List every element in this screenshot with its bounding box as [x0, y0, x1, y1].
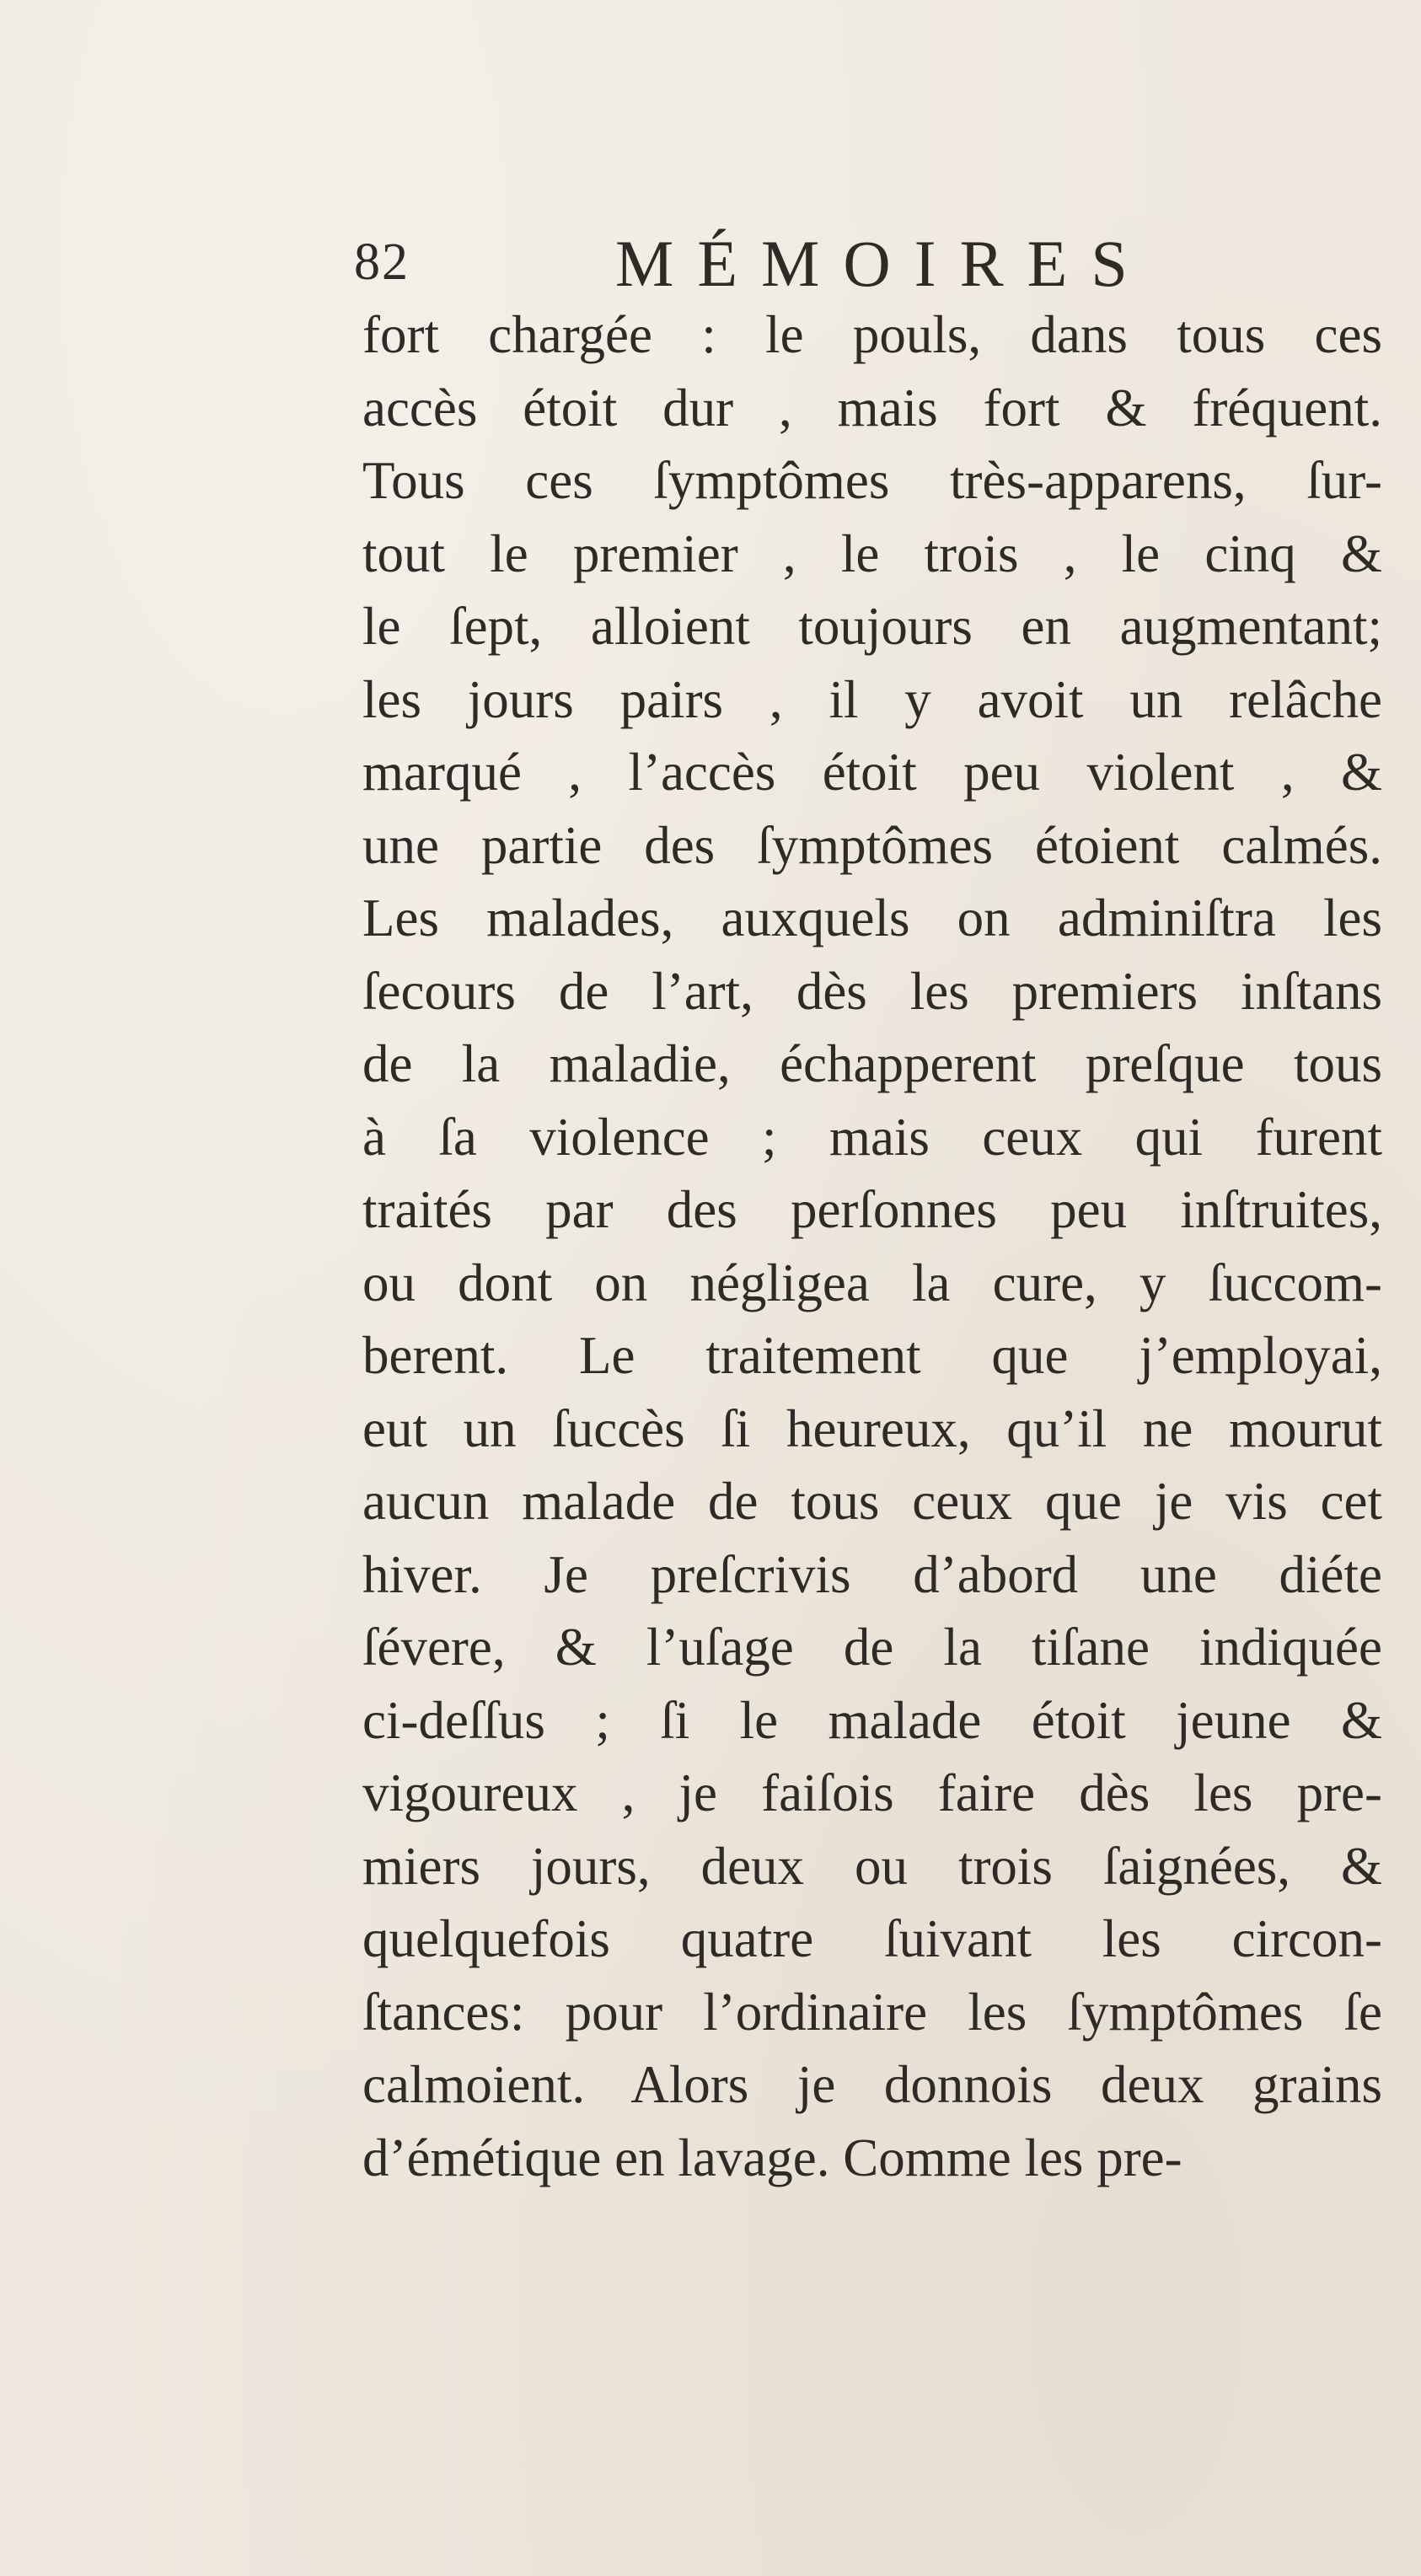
text-line-12: à ſa violence ; mais ceux qui furent [362, 1107, 1382, 1167]
text-line-7: marqué , l’accès étoit peu violent , & [362, 743, 1382, 802]
text-line-9: Les malades, auxquels on adminiſtra les [362, 888, 1382, 947]
text-line-6: les jours pairs , il y avoit un relâche [362, 669, 1382, 729]
text-line-22: miers jours, deux ou trois ſaignées, & [362, 1836, 1382, 1896]
text-line-1: fort chargée : le pouls, dans tous ces [362, 305, 1382, 364]
text-line-26: d’émétique en lavage. Comme les pre- [362, 2128, 1182, 2187]
text-line-17: aucun malade de tous ceux que je vis cet [362, 1472, 1382, 1531]
text-line-15: berent. Le traitement que j’employai, [362, 1326, 1382, 1385]
body-text [362, 298, 1382, 2194]
page-number: 82 [354, 233, 410, 291]
text-line-14: ou dont on négligea la cure, y ſuccom- [362, 1253, 1382, 1312]
text-line-5: le ſept, alloient toujours en augmentant; [362, 597, 1382, 656]
text-line-18: hiver. Je preſcrivis d’abord une diéte [362, 1544, 1382, 1604]
text-line-20: ci-deſſus ; ſi le malade étoit jeune & [362, 1690, 1382, 1750]
text-line-3: Tous ces ſymptômes très-apparens, ſur- [362, 451, 1382, 510]
running-title: MÉMOIRES [615, 227, 1151, 300]
text-line-16: eut un ſuccès ſi heureux, qu’il ne mourut [362, 1398, 1382, 1458]
text-line-2: accès étoit dur , mais fort & fréquent. [362, 378, 1382, 437]
text-line-23: quelquefois quatre ſuivant les circon- [362, 1909, 1382, 1968]
text-line-11: de la maladie, échapperent preſque tous [362, 1034, 1382, 1093]
text-line-4: tout le premier , le trois , le cinq & [362, 523, 1382, 583]
text-line-13: traités par des perſonnes peu inſtruites, [362, 1180, 1382, 1239]
text-line-19: ſévere, & l’uſage de la tiſane indiquée [362, 1618, 1382, 1677]
text-line-25: calmoient. Alors je donnois deux grains [362, 2055, 1382, 2114]
text-line-8: une partie des ſymptômes étoient calmés. [362, 815, 1382, 875]
text-line-21: vigoureux , je faiſois faire dès les pre- [362, 1763, 1382, 1822]
text-line-10: ſecours de l’art, dès les premiers inſtans [362, 961, 1382, 1021]
text-line-24: ſtances: pour l’ordinaire les ſymptômes ſe [362, 1982, 1382, 2042]
